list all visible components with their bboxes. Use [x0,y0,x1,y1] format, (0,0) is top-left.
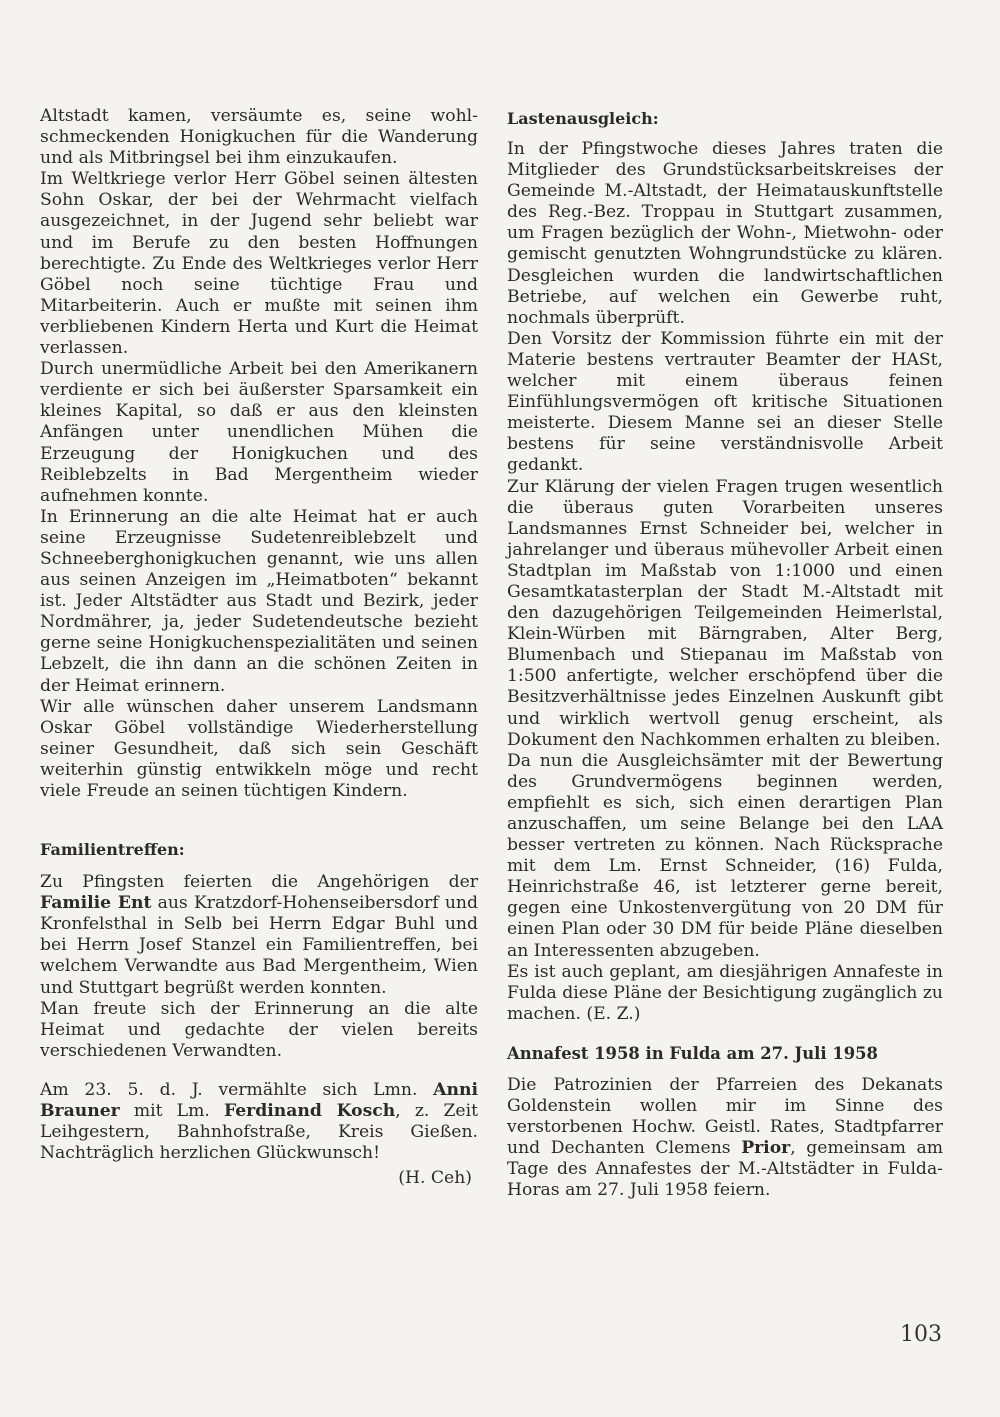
paragraph-familientreffen-2: Man freute sich der Erinnerung an die alte Heimat und gedachte der vielen bereits verschiedenen Verwandten. [40,998,478,1061]
family-name: Familie Ent [40,893,152,914]
text-segment: Zu Pfingsten feierten die Angehörigen der [40,872,478,893]
bride-name: Anni Brauner [40,1079,478,1122]
paragraph-goebel-4: In Erinnerung an die alte Heimat hat er auch seine Erzeugnisse Sudetenreiblebzelt und Schneeberghonigkuchen genannt, wie uns allen aus seinen Anzeigen im „Heimatboten“ bekannt ist. Jeder Altstädter aus Stadt und Bezirk, jeder Nordmährer, ja, jeder Sudetendeutsche bezieht gerne seine Honigkuchenspezialitäten und seinen Lebzelt, die ihn dann an die schönen Zeiten in der Heimat erinnern. [40,506,478,696]
priest-name: Prior [741,1138,791,1159]
text-segment: Am 23. 5. d. J. vermählte sich Lmn. [40,1079,434,1100]
page-number: 103 [900,1322,942,1347]
text-segment: , z. Zeit Leihgestern, Bahnhofstraße, Kreis Gießen. Nachträglich herzlichen Glückwunsch! [40,1101,478,1164]
text-segment: , gemeinsam am Tage des Annafestes der M.-Altstädter in Fulda-Horas am 27. Juli 1958 feiern. [507,1138,943,1201]
text-segment: aus Kratzdorf-Hohenseibersdorf und Kronfelsthal in Selb bei Herrn Edgar Buhl und bei Herrn Josef Stanzel ein Familientreffen, bei welchem Verwandte aus Bad Mergentheim, Wien und Stuttgart begrüßt werden konnten. [40,893,478,998]
paragraph-goebel-3: Durch unermüdliche Arbeit bei den Amerikanern verdiente er sich bei äußerster Sparsamkeit ein kleines Kapital, so daß er aus den kleinsten Anfängen unter unendlichen Mühen die Erzeugung der Honigkuchen und des Reiblebzelts in Bad Mergentheim wieder aufnehmen konnte. [40,359,478,506]
paragraph-wedding [40,1080,478,1164]
paragraph-lasten-5: Es ist auch geplant, am diesjährigen Annafeste in Fulda diese Pläne der Besichtigung zugänglich zu machen. (E. Z.) [507,961,943,1024]
text-segment: mit Lm. [119,1101,224,1122]
heading-lastenausgleich: Lastenausgleich: [507,109,659,128]
text-segment: Die Patrozinien der Pfarreien des Dekanats Goldenstein wollen mir im Sinne des verstorbenen Hochw. Geistl. Rates, Stadtpfarrer und Dechanten Clemens [507,1074,943,1159]
paragraph-familientreffen-1 [40,872,478,999]
left-column [40,106,478,1189]
right-column [507,106,943,1202]
groom-name: Ferdinand Kosch [223,1101,396,1122]
paragraph-lasten-2: Den Vorsitz der Kommission führte ein mit der Materie bestens vertrauter Beamter der HASt, welcher mit einem überaus feinen Einfühlungsvermögen oft kritische Situationen meisterte. Diesem Manne sei an dieser Stelle bestens für seine verständnisvolle Arbeit gedankt. [507,328,943,476]
paragraph-goebel-2: Im Weltkriege verlor Herr Göbel seinen ältesten Sohn Oskar, der bei der Wehrmacht vielfach ausgezeichnet, in der Jugend sehr beliebt war und im Berufe zu den besten Hoffnungen berechtigte. Zu Ende des Weltkrieges verlor Herr Göbel noch seine tüchtige Frau und Mitarbeiterin. Auch er mußte mit seinen ihm verbliebenen Kindern Herta und Kurt die Heimat verlassen. [40,169,478,359]
author-signature: (H. Ceh) [398,1168,472,1189]
paragraph-lasten-4: Da nun die Ausgleichsämter mit der Bewertung des Grundvermögens beginnen werden, empfiehlt es sich, sich einen derartigen Plan anzuschaffen, um seine Belange bei den LAA besser vertreten zu können. Nach Rücksprache mit dem Lm. Ernst Schneider, (16) Fulda, Heinrichstraße 46, ist letzterer gerne bereit, gegen eine Unkostenvergütung von 20 DM für einen Plan oder 30 DM für beide Pläne dieselben an Interessenten abzugeben. [507,750,943,961]
paragraph-lasten-1: In der Pfingstwoche dieses Jahres traten die Mitglieder des Grundstücksarbeitskreises der Gemeinde M.-Altstadt, der Heimatauskunftstelle des Reg.-Bez. Troppau in Stuttgart zusammen, um Fragen bezüglich der Wohn-, Mietwohn- oder gemischt genutzten Wohngrundstücke zu klären. Desgleichen wurden die landwirtschaftlichen Betriebe, auf welchen ein Gewerbe ruht, nochmals überprüft. [507,139,943,328]
paragraph-goebel-5: Wir alle wünschen daher unserem Landsmann Oskar Göbel vollständige Wiederherstellung seiner Gesundheit, daß sich sein Geschäft weiterhin günstig entwikkeln möge und recht viele Freude an seinen tüchtigen Kindern. [40,696,478,801]
paragraph-lasten-3: Zur Klärung der vielen Fragen trugen wesentlich die überaus guten Vorarbeiten unseres Landsmannes Ernst Schneider bei, welcher in jahrelanger und überaus mühevoller Arbeit einen Stadtplan im Maßstab von 1:1000 und einen Gesamtkatasterplan der Stadt M.-Altstadt mit den dazugehörigen Teilgemeinden Heimerlstal, Klein-Würben mit Bärngraben, Alter Berg, Blumenbach und Stiepanau im Maßstab von 1:500 anfertigte, welcher erschöpfend über die Besitzverhältnisse jedes Einzelnen Auskunft gibt und wirklich wertvoll genug erscheint, als Dokument den Nachkommen erhalten zu bleiben. [507,476,943,750]
paragraph-goebel-1: Altstadt kamen, versäumte es, seine wohl-schmeckenden Honigkuchen für die Wanderung und als Mitbringsel bei ihm einzukaufen. [40,106,478,169]
paragraph-annafest [507,1075,943,1202]
heading-annafest: Annafest 1958 in Fulda am 27. Juli 1958 [507,1043,878,1063]
heading-familientreffen: Familientreffen: [40,840,185,860]
